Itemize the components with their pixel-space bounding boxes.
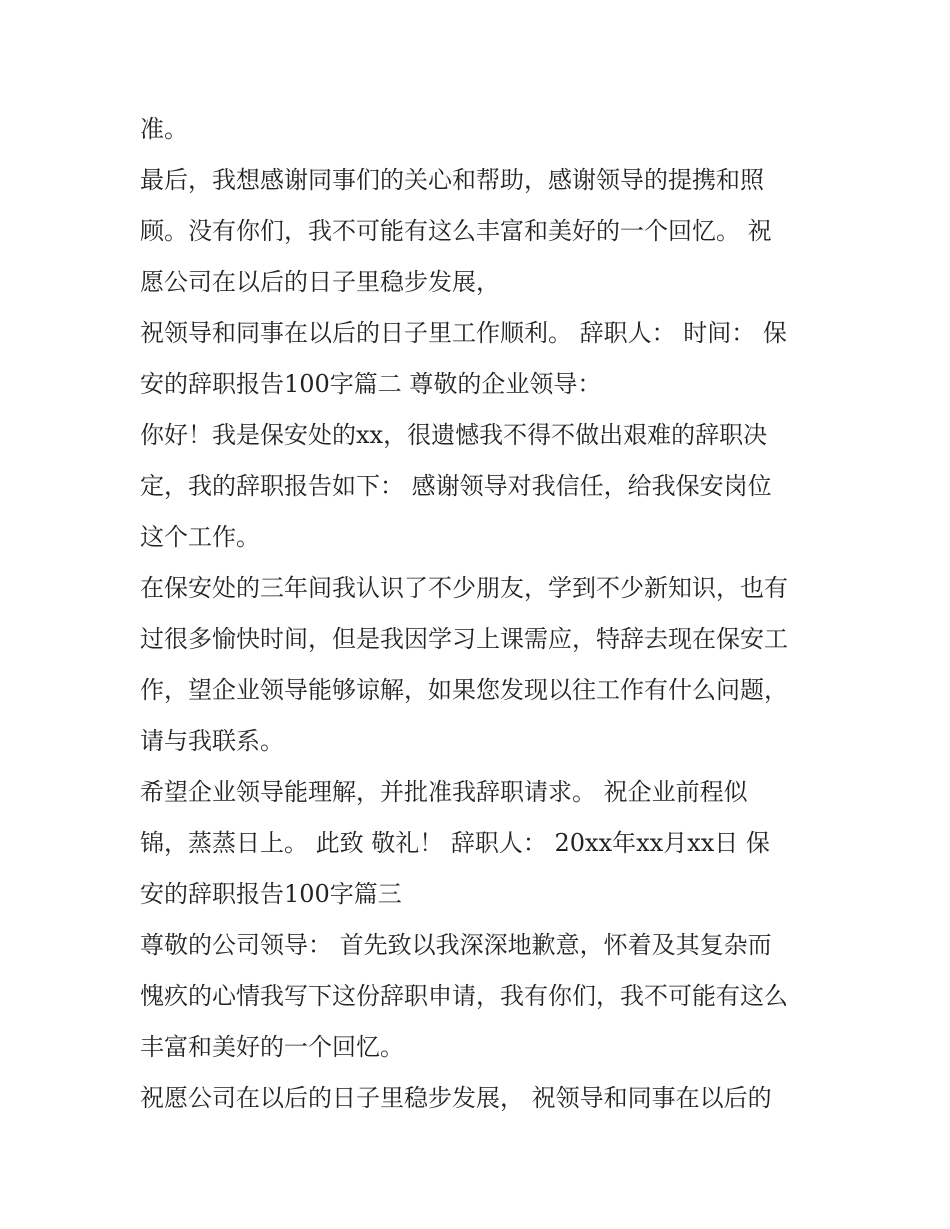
text-line: 愿公司在以后的日子里稳步发展， [140, 268, 500, 296]
text-line: 你好！我是保安处的xx，很遗憾我不得不做出艰难的辞职决 [140, 421, 768, 449]
text-line: 祝愿公司在以后的日子里稳步发展， 祝领导和同事在以后的 [140, 1084, 772, 1112]
text-line: 安的辞职报告100字篇二 尊敬的企业领导： [140, 370, 602, 398]
text-line: 这个工作。 [140, 523, 260, 551]
document-body [140, 104, 820, 1124]
text-line: 请与我联系。 [140, 727, 284, 755]
text-line: 愧疚的心情我写下这份辞职申请，我有你们，我不可能有这么 [140, 982, 788, 1010]
text-line: 安的辞职报告100字篇三 [140, 880, 402, 908]
text-line: 锦，蒸蒸日上。 此致 敬礼！ 辞职人： 20xx年xx月xx日 保 [140, 829, 770, 857]
text-line: 希望企业领导能理解，并批准我辞职请求。 祝企业前程似 [140, 778, 748, 806]
text-line: 祝领导和同事在以后的日子里工作顺利。 辞职人： 时间： 保 [140, 319, 787, 347]
text-line: 在保安处的三年间我认识了不少朋友，学到不少新知识，也有 [140, 574, 788, 602]
text-line: 最后，我想感谢同事们的关心和帮助，感谢领导的提携和照 [140, 166, 764, 194]
text-line: 丰富和美好的一个回忆。 [140, 1033, 404, 1061]
text-line: 准。 [140, 115, 188, 143]
text-line: 过很多愉快时间，但是我因学习上课需应，特辞去现在保安工 [140, 625, 788, 653]
text-line: 尊敬的公司领导： 首先致以我深深地歉意，怀着及其复杂而 [140, 931, 772, 959]
text-line: 定，我的辞职报告如下： 感谢领导对我信任，给我保安岗位 [140, 472, 772, 500]
text-line: 作，望企业领导能够谅解，如果您发现以往工作有什么问题， [140, 676, 788, 704]
text-line: 顾。没有你们，我不可能有这么丰富和美好的一个回忆。 祝 [140, 217, 772, 245]
